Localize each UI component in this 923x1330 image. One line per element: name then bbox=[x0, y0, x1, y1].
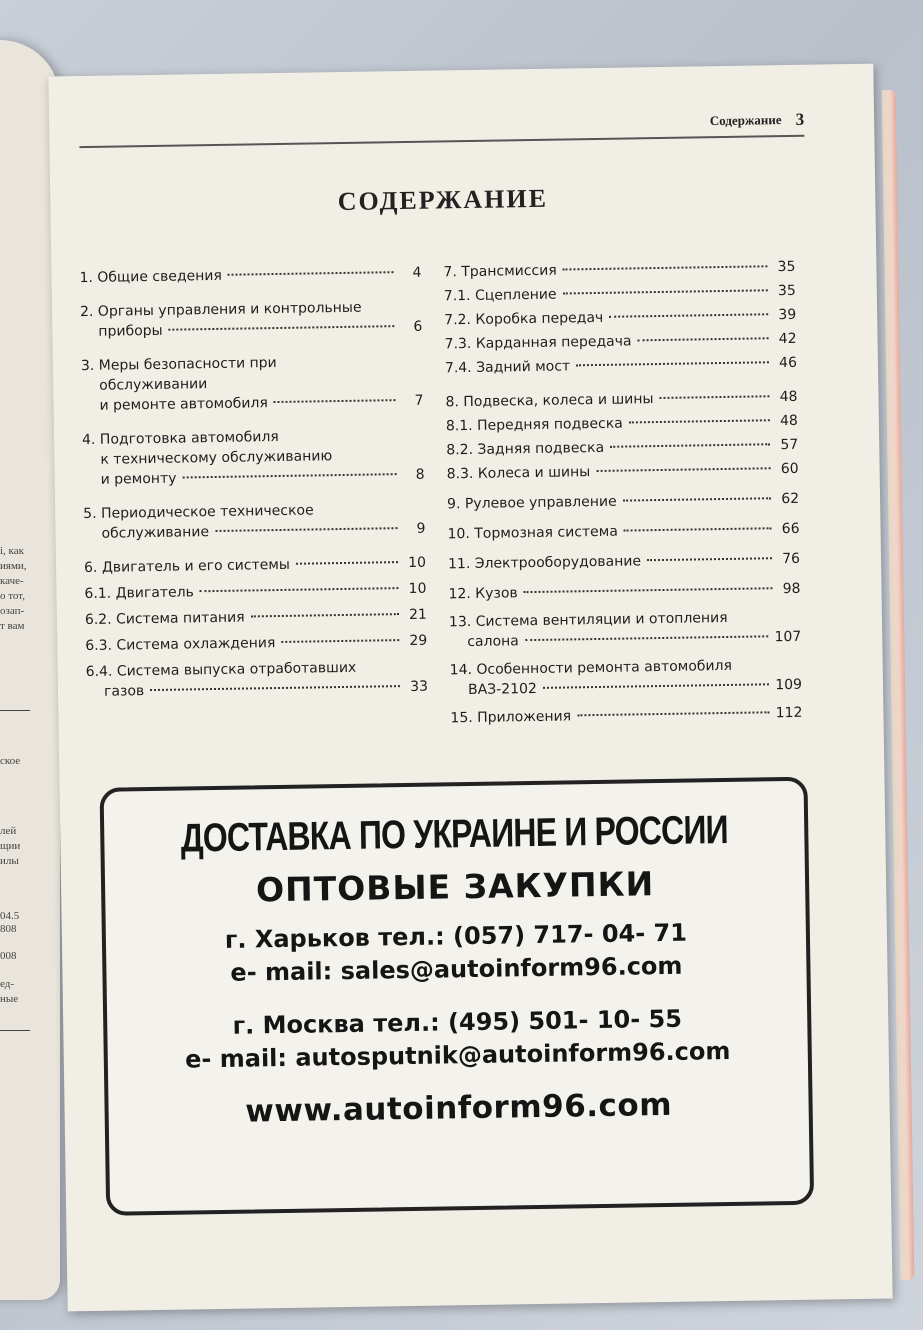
toc-entry-title-line: 9. Рулевое управление bbox=[446, 493, 617, 513]
toc-entry[interactable] bbox=[448, 549, 800, 575]
toc-entry-title-line: 6.2. Система питания bbox=[84, 609, 245, 629]
moscow-email: e- mail: autosputnik@autoinform96.com bbox=[184, 1036, 731, 1074]
toc-entry-title-line: газов bbox=[103, 683, 145, 700]
toc-entry-title-line: 1. Общие сведения bbox=[79, 267, 222, 287]
toc-leader-dots bbox=[169, 325, 395, 331]
toc-entry[interactable] bbox=[83, 499, 426, 544]
toc-leader-dots bbox=[150, 685, 400, 691]
toc-entry[interactable] bbox=[82, 425, 425, 490]
toc-page-number: 46 bbox=[778, 354, 798, 372]
toc-entry[interactable] bbox=[447, 489, 799, 515]
toc-leader-dots bbox=[638, 337, 769, 341]
toc-page-number: 7 bbox=[414, 392, 424, 409]
left-page-text-fragment: озап- bbox=[0, 605, 25, 617]
toc-leader-dots bbox=[610, 443, 770, 448]
left-page-text-fragment: щии bbox=[0, 840, 21, 852]
toc-entry[interactable] bbox=[444, 281, 796, 307]
toc-entry-title-line: 8.1. Передняя подвеска bbox=[445, 415, 623, 435]
toc-leader-dots bbox=[629, 419, 770, 423]
toc-page-number: 66 bbox=[781, 520, 800, 538]
ad-subheadline: ОПТОВЫЕ ЗАКУПКИ bbox=[255, 864, 655, 910]
left-page-rule bbox=[0, 1030, 30, 1031]
toc-page-number: 98 bbox=[782, 580, 801, 598]
toc-entry-title-line: 6.1. Двигатель bbox=[84, 584, 194, 603]
page-number: 3 bbox=[795, 109, 805, 129]
advertisement-box bbox=[100, 777, 815, 1216]
toc-leader-dots bbox=[660, 395, 770, 399]
left-page-text-fragment: 04.5 bbox=[0, 910, 20, 922]
kharkiv-phone: г. Харьков тел.: (057) 717- 04- 71 bbox=[224, 918, 688, 954]
toc-leader-dots bbox=[274, 399, 396, 403]
toc-leader-dots bbox=[200, 587, 399, 592]
toc-entry[interactable] bbox=[447, 519, 799, 545]
toc-leader-dots bbox=[562, 289, 767, 294]
toc-page-number: 57 bbox=[780, 436, 799, 454]
toc-leader-dots bbox=[281, 639, 399, 643]
toc-entry[interactable] bbox=[450, 655, 803, 701]
toc-entry-title-line: 8.2. Задняя подвеска bbox=[446, 439, 605, 459]
toc-page-number: 33 bbox=[410, 678, 429, 695]
toc-leader-dots bbox=[596, 467, 770, 472]
toc-entry[interactable] bbox=[85, 605, 427, 630]
toc-entry-title-line: приборы bbox=[98, 322, 163, 340]
toc-page-number: 10 bbox=[408, 554, 427, 571]
toc-leader-dots bbox=[577, 711, 770, 716]
toc-entry[interactable] bbox=[444, 305, 796, 331]
ad-headline: ДОСТАВКА ПО УКРАИНЕ И РОССИИ bbox=[180, 807, 729, 861]
toc-leader-dots bbox=[228, 271, 394, 276]
toc-entry-title-line: 5. Периодическое техническое bbox=[83, 502, 314, 523]
toc-entry-title-line: 8.3. Колеса и шины bbox=[446, 464, 591, 483]
toc-entry[interactable] bbox=[85, 631, 427, 656]
left-page-text-fragment: ед- bbox=[0, 978, 14, 990]
left-page-rule bbox=[0, 710, 30, 711]
toc-entry-title-line: 7.2. Коробка передач bbox=[444, 309, 604, 329]
toc-left-column bbox=[79, 263, 428, 702]
toc-entry[interactable] bbox=[81, 351, 424, 416]
toc-entry-title-line: 7. Трансмиссия bbox=[443, 262, 557, 281]
toc-page-number: 109 bbox=[775, 676, 803, 694]
toc-page-number: 76 bbox=[782, 550, 801, 568]
toc-entry-title-line: 6. Двигатель и его системы bbox=[83, 556, 291, 577]
moscow-phone: г. Москва тел.: (495) 501- 10- 55 bbox=[232, 1004, 683, 1040]
book-page bbox=[48, 64, 892, 1312]
left-page-text-fragment: лей bbox=[0, 825, 17, 837]
toc-entry-title-line: 6.3. Система охлаждения bbox=[85, 635, 276, 655]
toc-page-number: 107 bbox=[774, 628, 802, 646]
toc-entry-title-line: 10. Тормозная система bbox=[447, 523, 618, 543]
toc-entry[interactable] bbox=[84, 579, 426, 604]
toc-entry-title-line: 12. Кузов bbox=[448, 585, 518, 603]
toc-page-number: 21 bbox=[408, 606, 427, 623]
toc-leader-dots bbox=[563, 265, 768, 270]
toc-leader-dots bbox=[524, 587, 773, 593]
toc-entry[interactable] bbox=[446, 411, 798, 437]
toc-page-number: 6 bbox=[413, 318, 423, 335]
toc-leader-dots bbox=[624, 527, 772, 531]
left-page-text-fragment: илы bbox=[0, 855, 19, 867]
toc-title: СОДЕРЖАНИЕ bbox=[337, 183, 549, 217]
toc-page-number: 112 bbox=[775, 704, 803, 722]
toc-entry-title-line: салона bbox=[467, 633, 519, 651]
toc-entry-title-line: обслуживание bbox=[101, 524, 210, 542]
toc-leader-dots bbox=[609, 313, 768, 317]
toc-entry[interactable] bbox=[446, 459, 798, 485]
toc-entry-title-line: 15. Приложения bbox=[450, 708, 572, 727]
left-page-text-fragment: о тот, bbox=[0, 590, 25, 602]
kharkiv-email: e- mail: sales@autoinform96.com bbox=[230, 951, 683, 987]
toc-entry[interactable] bbox=[450, 703, 802, 729]
toc-page-number: 60 bbox=[780, 460, 799, 478]
toc-leader-dots bbox=[251, 613, 399, 617]
toc-page-number: 9 bbox=[416, 520, 426, 537]
toc-entry-title-line: 3. Меры безопасности при bbox=[80, 355, 277, 375]
toc-leader-dots bbox=[543, 683, 769, 689]
toc-leader-dots bbox=[623, 497, 771, 501]
toc-entry-title-line: и ремонте автомобиля bbox=[99, 395, 268, 414]
running-header bbox=[79, 105, 804, 148]
toc-leader-dots bbox=[576, 361, 769, 366]
toc-entry[interactable] bbox=[84, 553, 426, 578]
ad-website: www.autoinform96.com bbox=[244, 1086, 673, 1130]
toc-entry-title-line: 14. Особенности ремонта автомобиля bbox=[449, 657, 733, 679]
running-header-section: Содержание bbox=[709, 112, 782, 129]
toc-entry-title-line: 6.4. Система выпуска отработавших bbox=[85, 659, 357, 681]
toc-entry[interactable] bbox=[446, 435, 798, 461]
toc-entry-title-line: 4. Подготовка автомобиля bbox=[81, 428, 279, 449]
toc-entry-title-line: 8. Подвеска, колеса и шины bbox=[445, 391, 654, 411]
toc-leader-dots bbox=[525, 635, 769, 641]
toc-page-number: 35 bbox=[777, 258, 796, 276]
toc-entry[interactable] bbox=[86, 657, 429, 702]
toc-page-number: 39 bbox=[778, 306, 797, 324]
toc-page-number: 4 bbox=[412, 264, 422, 281]
toc-leader-dots bbox=[182, 473, 396, 478]
toc-page-number: 48 bbox=[779, 412, 798, 430]
toc-entry[interactable] bbox=[79, 263, 421, 288]
toc-entry-title-line: 7.1. Сцепление bbox=[443, 286, 557, 305]
toc-entry[interactable] bbox=[444, 329, 796, 355]
toc-page-number: 35 bbox=[777, 282, 796, 300]
left-page-text-fragment: иями, bbox=[0, 560, 27, 572]
left-page-text-fragment: 808 bbox=[0, 923, 17, 935]
toc-entry-title-line: 2. Органы управления и контрольные bbox=[79, 299, 362, 321]
toc-entry-title-line: 7.3. Карданная передача bbox=[444, 333, 632, 353]
toc-entry-title-line: и ремонту bbox=[100, 470, 177, 488]
toc-leader-dots bbox=[647, 557, 772, 561]
toc-entry[interactable] bbox=[449, 607, 802, 653]
toc-entry[interactable] bbox=[443, 257, 795, 283]
toc-page-number: 48 bbox=[779, 388, 798, 406]
toc-page-number: 8 bbox=[415, 466, 425, 483]
toc-entry[interactable] bbox=[448, 579, 800, 605]
toc-entry-title-line: обслуживании bbox=[99, 376, 208, 394]
toc-leader-dots bbox=[215, 527, 397, 532]
toc-entry-title-line: к техническому обслуживанию bbox=[100, 448, 333, 468]
toc-leader-dots bbox=[296, 561, 398, 565]
left-page-text-fragment: т вам bbox=[0, 620, 25, 632]
toc-page-number: 10 bbox=[408, 580, 427, 597]
toc-entry[interactable] bbox=[80, 297, 423, 342]
toc-page-number: 62 bbox=[781, 490, 800, 508]
toc-entry-title-line: ВАЗ-2102 bbox=[467, 680, 538, 699]
left-page-text-fragment: ные bbox=[0, 993, 19, 1005]
toc-page-number: 29 bbox=[409, 632, 428, 649]
toc-entry-title-line: 7.4. Задний мост bbox=[444, 358, 571, 377]
toc-page-number: 42 bbox=[778, 330, 797, 348]
toc-entry-title-line: 13. Система вентиляции и отопления bbox=[448, 609, 728, 631]
toc-right-column bbox=[443, 257, 802, 728]
left-page-text-fragment: ское bbox=[0, 755, 21, 767]
left-page-text-fragment: 008 bbox=[0, 950, 17, 962]
toc-entry-title-line: 11. Электрооборудование bbox=[447, 553, 642, 573]
left-page-text-fragment: каче- bbox=[0, 575, 24, 587]
toc-entry[interactable] bbox=[445, 387, 797, 413]
toc-entry[interactable] bbox=[445, 353, 797, 379]
left-page-text-fragment: i, как bbox=[0, 545, 24, 557]
